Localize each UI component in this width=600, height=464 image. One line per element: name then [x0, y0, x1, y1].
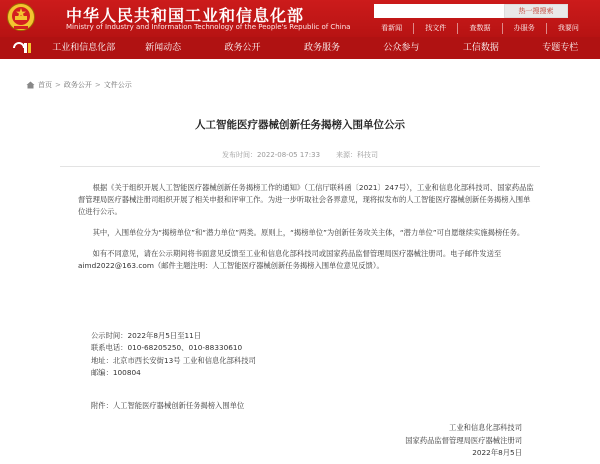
- site-title: 中华人民共和国工业和信息化部: [66, 6, 305, 25]
- nav-item-news[interactable]: 新闻动态: [145, 43, 182, 53]
- search-input[interactable]: [374, 4, 504, 18]
- contact-period: 公示时间：2022年8月5日至11日: [91, 331, 202, 340]
- contact-address: 地址：北京市西长安街13号 工业和信息化部科技司: [91, 355, 256, 365]
- signature-line: 工业和信息化部科技司: [449, 423, 522, 432]
- site-header: [0, 0, 600, 37]
- quick-link-services[interactable]: 办服务: [503, 23, 547, 34]
- breadcrumb-current[interactable]: 文件公示: [103, 81, 132, 89]
- divider: [60, 166, 540, 167]
- breadcrumb-separator: >: [94, 81, 101, 89]
- attachment-link[interactable]: 附件：人工智能医疗器械创新任务揭榜入围单位: [91, 401, 245, 410]
- quick-links: [370, 23, 590, 34]
- nav-item-gov-info[interactable]: 政务公开: [224, 43, 261, 53]
- breadcrumb-home[interactable]: 首页: [38, 81, 52, 89]
- paragraph: 根据《关于组织开展人工智能医疗器械创新任务揭榜工作的通知》（工信厅联科函〔2021〕247号），工业和信息化部科技司、国家药品监督管理局医疗器械注册司组织开展了相关申报和评审工作。为进一步听取社会各界意见，现将拟发布的人工智能医疗器械创新任务揭榜入围单位进行公示。: [78, 183, 534, 216]
- breadcrumb-separator: >: [55, 81, 61, 89]
- quick-link-news[interactable]: 看新闻: [370, 23, 414, 34]
- contact-phone: 联系电话：010-68205250、010-88330610: [91, 343, 243, 353]
- paragraph: 如有不同意见，请在公示期间将书面意见反馈至工业和信息化部科技司或国家药品监督管理局医疗器械注册司。电子邮件发送至aimd2022@163.com（邮件主题注明：人工智能医疗器械创新任务揭榜入围单位意见反馈）。: [78, 249, 502, 270]
- signature-block: [405, 422, 522, 460]
- page-title: 人工智能医疗器械创新任务揭榜入围单位公示: [195, 119, 405, 131]
- article-body: [78, 182, 536, 281]
- site-subtitle: Ministry of Industry and Information Technology of the People's Republic of China: [66, 23, 351, 31]
- quick-link-files[interactable]: 找文件: [414, 23, 458, 34]
- contact-postcode: 邮编：100804: [91, 368, 141, 378]
- paragraph: 其中，入围单位分为“揭榜单位”和“潜力单位”两类。原则上，“揭榜单位”为创新任务攻关主体，“潜力单位”可自愿继续实施揭榜任务。: [92, 228, 525, 237]
- article-source: 来源：科技司: [336, 151, 379, 159]
- breadcrumb: [26, 80, 132, 90]
- signature-date: 2022年8月5日: [472, 448, 522, 457]
- nav-item-gov-services[interactable]: 政务服务: [303, 43, 340, 53]
- signature-line: 国家药品监督管理局医疗器械注册司: [405, 435, 522, 445]
- nav-item-ministry[interactable]: 工业和信息化部: [52, 43, 116, 53]
- nav-item-participation[interactable]: 公众参与: [383, 43, 420, 53]
- main-nav: [0, 37, 600, 59]
- home-icon: [26, 81, 35, 89]
- nav-home[interactable]: [0, 37, 44, 59]
- logo-icon: [11, 41, 33, 55]
- quick-link-ask[interactable]: 我要问: [557, 24, 579, 32]
- nav-item-topics[interactable]: 专题专栏: [542, 43, 579, 53]
- article-meta: [0, 150, 600, 160]
- national-emblem-icon[interactable]: [6, 2, 36, 33]
- quick-link-data[interactable]: 查数据: [458, 23, 502, 34]
- nav-item-data[interactable]: 工信数据: [462, 43, 499, 53]
- breadcrumb-gov-info[interactable]: 政务公开: [63, 81, 92, 89]
- search-button[interactable]: 热一搜搜索: [504, 4, 568, 18]
- publish-time: 发布时间：2022-08-05 17:33: [221, 151, 321, 159]
- contact-info: [91, 330, 256, 380]
